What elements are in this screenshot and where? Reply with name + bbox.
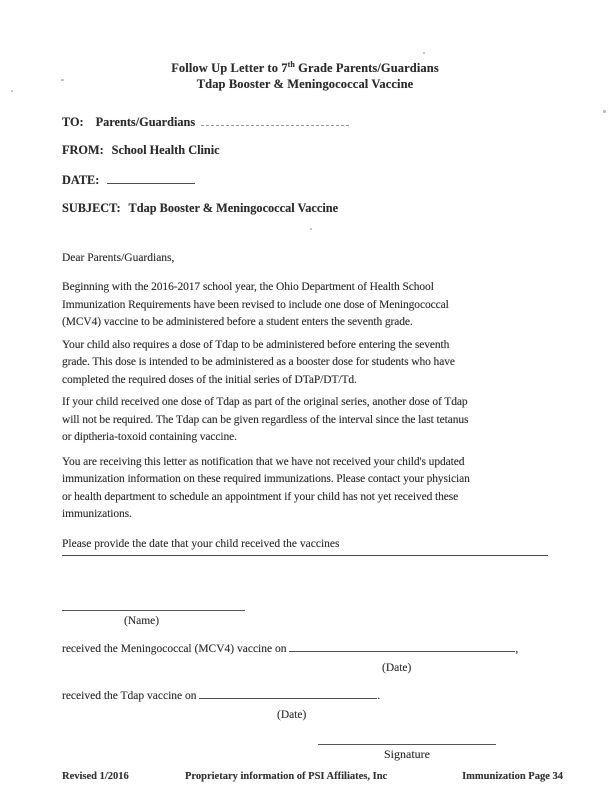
- paragraph-line: Beginning with the 2016-2017 school year, the Ohio Department of Health School: [62, 281, 434, 294]
- title-superscript: th: [287, 60, 295, 69]
- tdap-sentence: [62, 686, 548, 704]
- date-row: [62, 171, 548, 188]
- mcv4-suffix: ,: [515, 642, 519, 655]
- signature-caption: Signature: [384, 746, 430, 761]
- title-line1-prefix: Follow Up Letter to 7: [171, 61, 288, 76]
- paragraph-line: grade. This dose is intended to be administered as a booster dose for students who have: [62, 356, 455, 369]
- mcv4-date-caption: (Date): [382, 661, 412, 674]
- scan-speck: [11, 90, 13, 92]
- paragraph-line: If your child received one dose of Tdap as part of the original series, another dose of Tdap: [62, 396, 468, 409]
- subject-value: Tdap Booster & Meningococcal Vaccine: [128, 201, 339, 216]
- form-instruction: Please provide the date that your child received the vaccines: [62, 537, 340, 550]
- to-value: Parents/Guardians: [95, 115, 196, 130]
- salutation: Dear Parents/Guardians,: [62, 252, 175, 265]
- paragraph-line: or health department to schedule an appointment if your child has not yet received these: [62, 490, 459, 503]
- date-blank-line: [107, 171, 195, 184]
- tdap-suffix: .: [377, 689, 381, 702]
- letter-title-line2: Tdap Booster & Meningococcal Vaccine: [196, 76, 414, 91]
- from-label: FROM:: [62, 143, 104, 158]
- footer-proprietary: Proprietary information of PSI Affiliates, Inc: [185, 771, 388, 782]
- letter-content: [62, 0, 548, 762]
- mcv4-sentence: [62, 639, 548, 657]
- to-blank-line: [201, 112, 349, 126]
- from-value: School Health Clinic: [111, 143, 220, 158]
- paragraph-line: Your child also requires a dose of Tdap to be administered before entering the seventh: [62, 338, 450, 351]
- tdap-date-caption: (Date): [277, 708, 307, 721]
- scan-speck: [310, 228, 312, 230]
- letter-title: [62, 0, 548, 92]
- from-row: [62, 143, 548, 158]
- to-row: [62, 112, 548, 130]
- paragraph-line: You are receiving this letter as notification that we have not received your child's updated: [62, 455, 465, 468]
- paragraph-line: completed the required doses of the initial series of DTaP/DT/Td.: [62, 373, 357, 386]
- subject-label: SUBJECT:: [62, 201, 121, 216]
- footer-revised: Revised 1/2016: [62, 771, 129, 782]
- title-line1-suffix: Grade Parents/Guardians: [294, 61, 439, 76]
- form-instruction-rule: [62, 537, 548, 556]
- subject-row: [62, 201, 548, 216]
- name-caption: (Name): [124, 614, 160, 627]
- paragraph-3: [62, 394, 548, 447]
- date-label: DATE:: [62, 173, 100, 188]
- scan-speck: [61, 79, 64, 81]
- mcv4-text: received the Meningococcal (MCV4) vaccine on: [62, 642, 287, 655]
- tdap-text: received the Tdap vaccine on: [62, 689, 197, 702]
- paragraph-2: [62, 337, 548, 390]
- name-blank-line: [62, 610, 245, 611]
- paragraph-line: or diptheria-toxoid containing vaccine.: [62, 431, 237, 444]
- to-label: TO:: [62, 115, 84, 130]
- paragraph-1: [62, 279, 548, 332]
- paragraph-line: will not be required. The Tdap can be given regardless of the interval since the last tetanus: [62, 413, 469, 426]
- paragraph-line: Immunization Requirements have been revised to include one dose of Meningococcal: [62, 298, 449, 311]
- paragraph-4: [62, 454, 548, 524]
- scan-speck: [603, 110, 606, 113]
- signature-block: [318, 744, 496, 762]
- letter-title-line1: [62, 57, 548, 77]
- scan-speck: [423, 52, 425, 54]
- mcv4-date-blank-line: [289, 639, 515, 652]
- tdap-date-blank-line: [199, 686, 377, 699]
- paragraph-line: immunizations.: [62, 508, 132, 521]
- footer-page-label: Immunization Page 34: [462, 771, 563, 782]
- paragraph-line: (MCV4) vaccine to be administered before a student enters the seventh grade.: [62, 316, 413, 329]
- signature-blank-line: [318, 744, 496, 745]
- paragraph-line: immunization information on these required immunizations. Please contact your physician: [62, 473, 470, 486]
